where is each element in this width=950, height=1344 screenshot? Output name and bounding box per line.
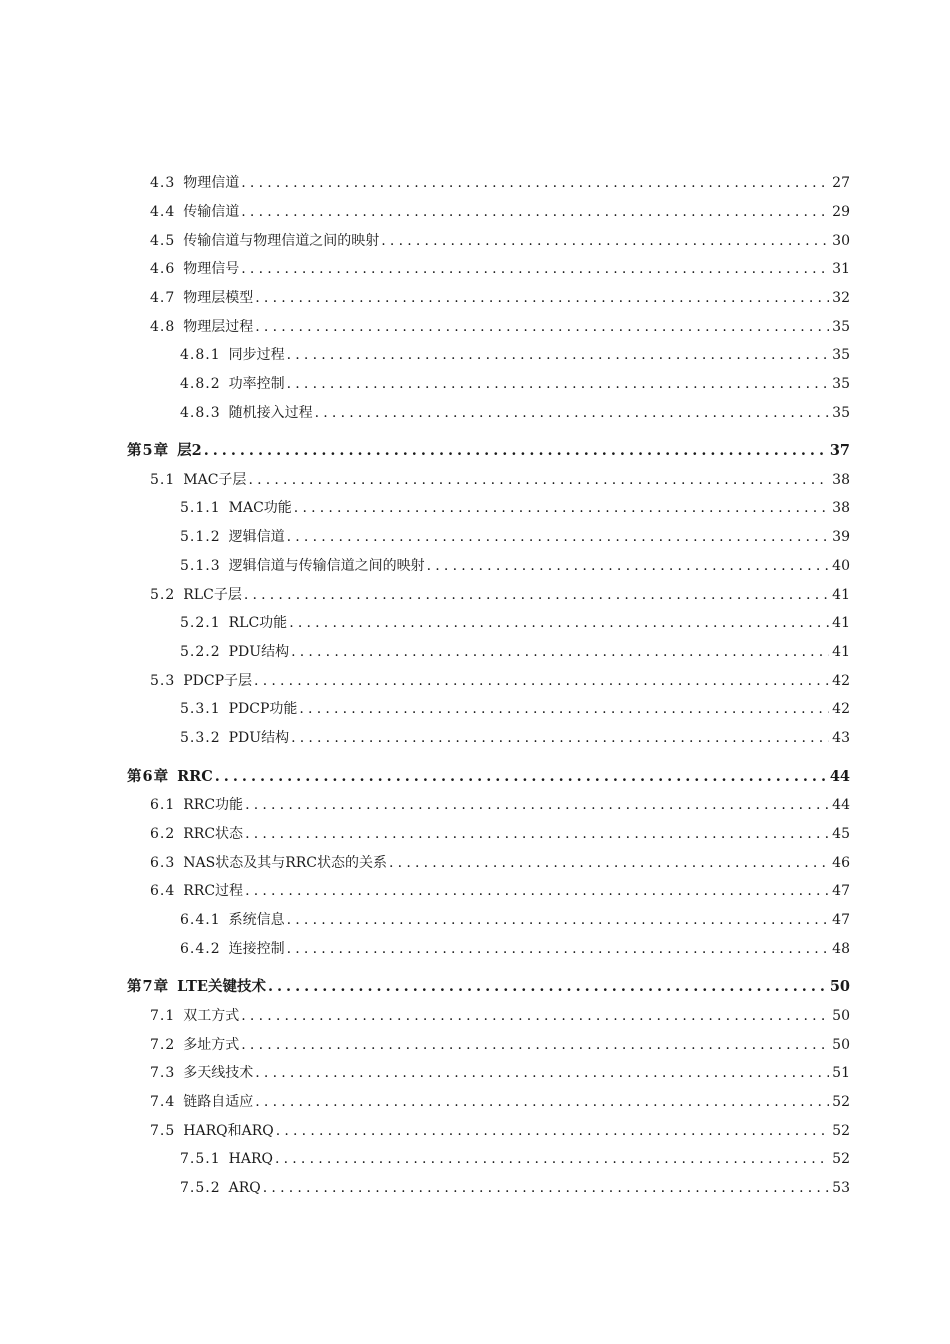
- toc-entry[interactable]: [150, 852, 850, 874]
- toc-chapter-entry[interactable]: [127, 976, 850, 998]
- toc-leader-dots: [263, 1177, 829, 1199]
- toc-entry-title: 功率控制: [228, 376, 285, 392]
- toc-page-number: 40: [832, 558, 850, 574]
- toc-leader-dots: [204, 440, 827, 462]
- toc-entry[interactable]: [180, 727, 850, 749]
- toc-entry-number: 7.5.2: [180, 1180, 221, 1196]
- toc-page-number: 35: [832, 405, 850, 421]
- toc-entry[interactable]: [180, 344, 850, 366]
- toc-leader-dots: [255, 316, 829, 338]
- toc-leader-dots: [241, 201, 829, 223]
- toc-entry-title: MAC功能: [228, 500, 292, 516]
- toc-entry-title: 连接控制: [228, 941, 285, 957]
- toc-entry[interactable]: [150, 230, 850, 252]
- toc-leader-dots: [276, 1120, 829, 1142]
- toc-leader-dots: [255, 287, 829, 309]
- toc-entry-number: 4.5: [150, 233, 176, 249]
- toc-leader-dots: [248, 469, 829, 491]
- toc-entry-number: 第6章: [127, 768, 170, 785]
- toc-entry-number: 7.1: [150, 1008, 176, 1024]
- toc-entry-title: 逻辑信道与传输信道之间的映射: [228, 558, 425, 574]
- toc-page-number: 32: [832, 290, 850, 306]
- toc-entry[interactable]: [180, 555, 850, 577]
- toc-page-number: 42: [832, 673, 850, 689]
- toc-entry-title: 多天线技术: [183, 1065, 254, 1081]
- toc-entry-title: 层2: [177, 442, 202, 459]
- toc-page-number: 53: [832, 1180, 850, 1196]
- toc-entry-number: 5.1.3: [180, 558, 221, 574]
- toc-entry-number: 4.4: [150, 204, 176, 220]
- toc-entry-number: 5.2: [150, 587, 176, 603]
- toc-leader-dots: [287, 373, 830, 395]
- toc-page-number: 35: [832, 347, 850, 363]
- toc-leader-dots: [241, 172, 829, 194]
- toc-chapter-entry[interactable]: [127, 440, 850, 462]
- toc-entry[interactable]: [180, 1148, 850, 1170]
- toc-entry-number: 5.1.2: [180, 529, 221, 545]
- toc-page-number: 42: [832, 701, 850, 717]
- toc-entry[interactable]: [180, 497, 850, 519]
- toc-page-number: 44: [832, 797, 850, 813]
- toc-page-number: 30: [832, 233, 850, 249]
- toc-entry-title: HARQ: [228, 1151, 273, 1167]
- toc-page-number: 47: [832, 883, 850, 899]
- toc-entry-title: 物理信道: [183, 175, 240, 191]
- toc-entry-number: 5.1.1: [180, 500, 221, 516]
- toc-entry-title: PDCP功能: [228, 701, 298, 717]
- toc-entry-number: 4.8: [150, 319, 176, 335]
- toc-entry-title: 双工方式: [183, 1008, 240, 1024]
- toc-leader-dots: [291, 727, 829, 749]
- toc-entry-title: RLC功能: [228, 615, 288, 631]
- toc-entry-number: 5.3: [150, 673, 176, 689]
- toc-leader-dots: [287, 938, 830, 960]
- toc-entry-number: 4.8.1: [180, 347, 221, 363]
- toc-entry-title: RRC: [177, 768, 213, 785]
- toc-entry[interactable]: [180, 526, 850, 548]
- toc-page-number: 29: [832, 204, 850, 220]
- toc-entry-title: PDU结构: [228, 644, 290, 660]
- toc-entry-title: NAS状态及其与RRC状态的关系: [183, 855, 388, 871]
- toc-leader-dots: [244, 584, 829, 606]
- toc-entry-title: 链路自适应: [183, 1094, 254, 1110]
- toc-page-number: 41: [832, 587, 850, 603]
- toc-entry-number: 第5章: [127, 442, 170, 459]
- toc-entry-number: 6.3: [150, 855, 176, 871]
- toc-entry-number: 4.8.2: [180, 376, 221, 392]
- toc-entry[interactable]: [180, 402, 850, 424]
- toc-page-number: 47: [832, 912, 850, 928]
- toc-entry-number: 5.2.1: [180, 615, 221, 631]
- toc-entry-title: 系统信息: [228, 912, 285, 928]
- toc-entry-title: 传输信道与物理信道之间的映射: [183, 233, 380, 249]
- toc-page-number: 50: [832, 1008, 850, 1024]
- toc-entry-number: 6.4.2: [180, 941, 221, 957]
- toc-entry-number: 6.4.1: [180, 912, 221, 928]
- toc-page-number: 38: [832, 500, 850, 516]
- toc-leader-dots: [245, 823, 829, 845]
- toc-leader-dots: [255, 1062, 829, 1084]
- toc-entry-number: 7.5.1: [180, 1151, 221, 1167]
- toc-entry[interactable]: [150, 1034, 850, 1056]
- toc-page-number: 46: [832, 855, 850, 871]
- toc-leader-dots: [294, 497, 829, 519]
- toc-leader-dots: [299, 698, 829, 720]
- toc-page-number: 45: [832, 826, 850, 842]
- toc-entry-title: 逻辑信道: [228, 529, 285, 545]
- toc-page-number: 51: [832, 1065, 850, 1081]
- toc-leader-dots: [381, 230, 829, 252]
- toc-entry-title: ARQ: [228, 1180, 261, 1196]
- toc-entry-title: 物理层过程: [183, 319, 254, 335]
- toc-chapter-entry[interactable]: [127, 766, 850, 788]
- toc-entry-title: 多址方式: [183, 1037, 240, 1053]
- toc-entry[interactable]: [150, 1120, 850, 1142]
- toc-leader-dots: [287, 344, 830, 366]
- toc-entry-number: 6.2: [150, 826, 176, 842]
- toc-entry[interactable]: [180, 612, 850, 634]
- toc-page-number: 43: [832, 730, 850, 746]
- toc-entry-number: 6.1: [150, 797, 176, 813]
- toc-entry-number: 4.7: [150, 290, 176, 306]
- toc-page-number: 44: [829, 768, 850, 785]
- toc-entry-title: MAC子层: [183, 472, 247, 488]
- toc-leader-dots: [245, 794, 829, 816]
- toc-entry[interactable]: [180, 1177, 850, 1199]
- toc-page-number: 41: [832, 615, 850, 631]
- toc-entry[interactable]: [180, 909, 850, 931]
- toc-entry[interactable]: [180, 938, 850, 960]
- toc-page-number: 38: [832, 472, 850, 488]
- toc-leader-dots: [215, 766, 827, 788]
- toc-leader-dots: [289, 612, 829, 634]
- toc-leader-dots: [287, 526, 830, 548]
- toc-entry-title: 随机接入过程: [228, 405, 313, 421]
- toc-entry[interactable]: [150, 584, 850, 606]
- toc-leader-dots: [241, 258, 829, 280]
- toc-leader-dots: [291, 641, 829, 663]
- toc-page-number: 37: [829, 442, 850, 459]
- toc-entry-title: 物理信号: [183, 261, 240, 277]
- toc-entry-number: 4.8.3: [180, 405, 221, 421]
- toc-entry[interactable]: [150, 880, 850, 902]
- toc-page-number: 41: [832, 644, 850, 660]
- toc-leader-dots: [255, 1091, 829, 1113]
- toc-entry[interactable]: [180, 698, 850, 720]
- toc-leader-dots: [287, 909, 830, 931]
- toc-entry[interactable]: [180, 641, 850, 663]
- toc-entry-title: PDU结构: [228, 730, 290, 746]
- toc-entry[interactable]: [150, 1062, 850, 1084]
- toc-entry-number: 6.4: [150, 883, 176, 899]
- toc-entry-title: PDCP子层: [183, 673, 253, 689]
- toc-entry[interactable]: [150, 258, 850, 280]
- toc-entry-number: 7.5: [150, 1123, 176, 1139]
- toc-entry-title: 物理层模型: [183, 290, 254, 306]
- toc-entry-number: 7.4: [150, 1094, 176, 1110]
- toc-leader-dots: [245, 880, 829, 902]
- toc-entry[interactable]: [150, 670, 850, 692]
- toc-entry[interactable]: [150, 469, 850, 491]
- toc-page-number: 35: [832, 376, 850, 392]
- toc-entry-number: 5.3.2: [180, 730, 221, 746]
- toc-page-number: 27: [832, 175, 850, 191]
- toc-entry-number: 4.3: [150, 175, 176, 191]
- toc-entry-number: 第7章: [127, 978, 170, 995]
- toc-entry-title: RRC功能: [183, 797, 244, 813]
- toc-page-number: 52: [832, 1151, 850, 1167]
- toc-page-number: 35: [832, 319, 850, 335]
- toc-page-number: 52: [832, 1123, 850, 1139]
- toc-entry[interactable]: [180, 373, 850, 395]
- toc-entry-title: HARQ和ARQ: [183, 1123, 274, 1139]
- toc-page-number: 52: [832, 1094, 850, 1110]
- toc-entry-title: RRC状态: [183, 826, 244, 842]
- toc-leader-dots: [241, 1034, 829, 1056]
- toc-leader-dots: [427, 555, 830, 577]
- toc-leader-dots: [268, 976, 827, 998]
- toc-entry-number: 4.6: [150, 261, 176, 277]
- toc-entry[interactable]: [150, 287, 850, 309]
- toc-page-number: 31: [832, 261, 850, 277]
- toc-entry-title: 同步过程: [228, 347, 285, 363]
- toc-entry-number: 5.3.1: [180, 701, 221, 717]
- toc-entry-number: 5.2.2: [180, 644, 221, 660]
- toc-leader-dots: [275, 1148, 829, 1170]
- toc-entry-number: 7.2: [150, 1037, 176, 1053]
- toc-entry[interactable]: [150, 1005, 850, 1027]
- toc-leader-dots: [241, 1005, 829, 1027]
- toc-entry[interactable]: [150, 172, 850, 194]
- toc-page-number: 50: [832, 1037, 850, 1053]
- toc-page-number: 48: [832, 941, 850, 957]
- toc-page-number: 39: [832, 529, 850, 545]
- toc-entry[interactable]: [150, 201, 850, 223]
- toc-entry-title: 传输信道: [183, 204, 240, 220]
- toc-entry-number: 7.3: [150, 1065, 176, 1081]
- toc-entry[interactable]: [150, 1091, 850, 1113]
- toc-entry-number: 5.1: [150, 472, 176, 488]
- toc-leader-dots: [315, 402, 830, 424]
- toc-entry[interactable]: [150, 794, 850, 816]
- toc-entry-title: RRC过程: [183, 883, 244, 899]
- toc-leader-dots: [389, 852, 829, 874]
- toc-entry-title: LTE关键技术: [177, 978, 266, 995]
- toc-entry[interactable]: [150, 316, 850, 338]
- toc-page-number: 50: [829, 978, 850, 995]
- toc-leader-dots: [254, 670, 829, 692]
- toc-entry-title: RLC子层: [183, 587, 242, 603]
- toc-entry[interactable]: [150, 823, 850, 845]
